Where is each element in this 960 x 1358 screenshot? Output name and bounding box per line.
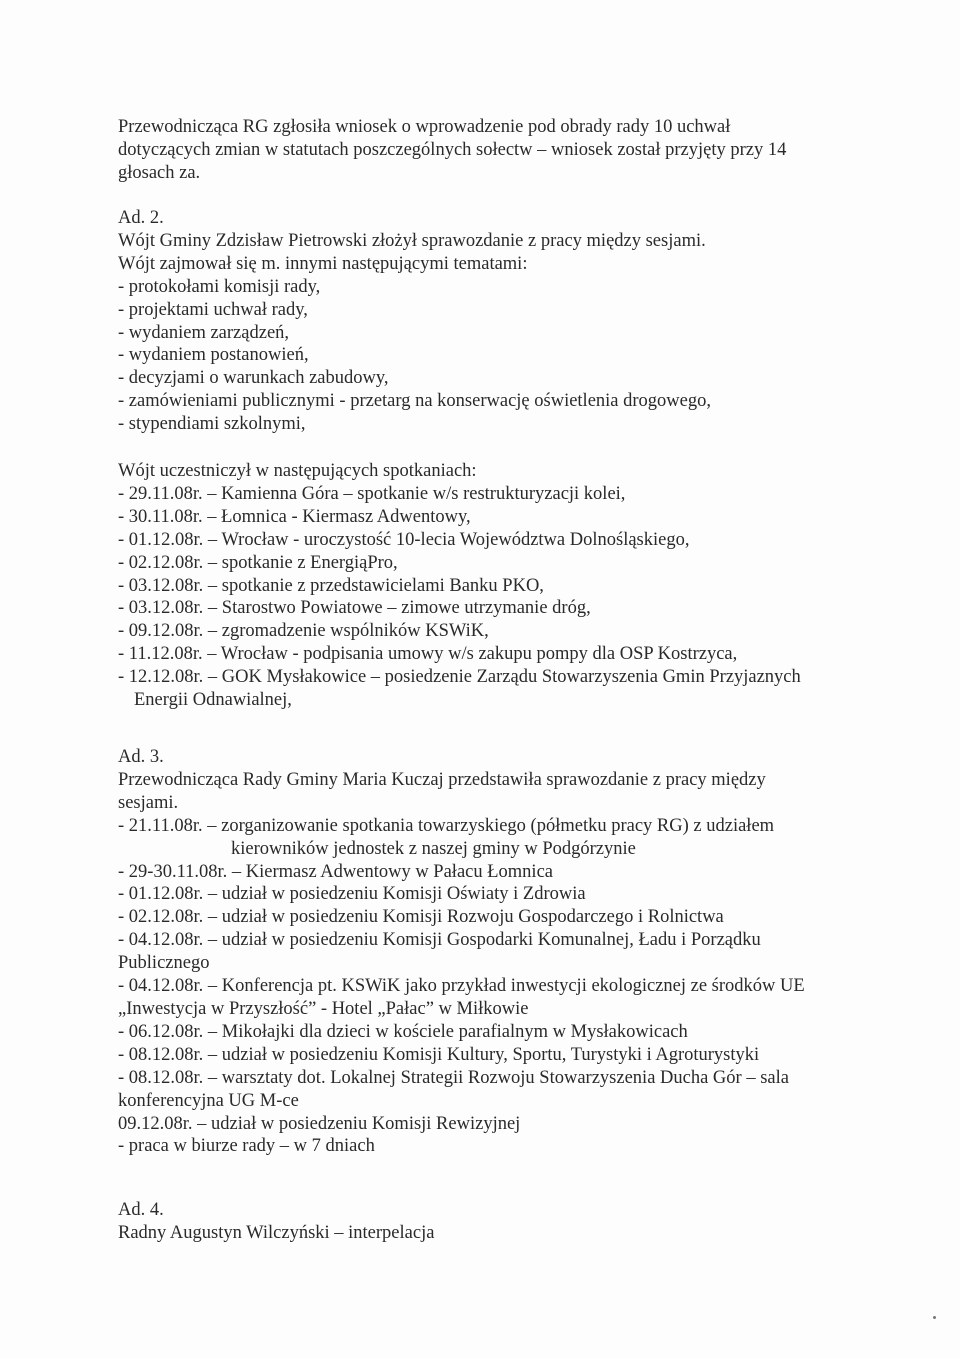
list-item: - 04.12.08r. – Konferencja pt. KSWiK jako przykład inwestycji ekologicznej ze środków UE [118, 976, 805, 997]
section-heading: Ad. 3. [118, 747, 164, 767]
list-item: - praca w biurze rady – w 7 dniach [118, 1136, 375, 1157]
list-item: - 04.12.08r. – udział w posiedzeniu Komisji Gospodarki Komunalnej, Ładu i Porządku [118, 930, 761, 951]
text-line: głosach za. [118, 162, 201, 183]
text-line: Przewodnicząca RG zgłosiła wniosek o wprowadzenie pod obrady rady 10 uchwał [118, 117, 731, 137]
list-item: - protokołami komisji rady, [118, 276, 321, 297]
list-item: - wydaniem postanowień, [118, 345, 309, 366]
list-item: - 29-30.11.08r. – Kiermasz Adwentowy w Pałacu Łomnica [118, 861, 553, 882]
list-item: - decyzjami o warunkach zabudowy, [118, 368, 389, 389]
list-item: - 12.12.08r. – GOK Mysłakowice – posiedzenie Zarządu Stowarzyszenia Gmin Przyjaznych [118, 667, 801, 688]
text-line: sesjami. [118, 792, 179, 813]
list-item: - stypendiami szkolnymi, [118, 414, 306, 435]
list-item: - 03.12.08r. – Starostwo Powiatowe – zimowe utrzymanie dróg, [118, 598, 591, 619]
list-item: - 09.12.08r. – zgromadzenie wspólników KSWiK, [118, 621, 489, 642]
meetings-intro: Wójt uczestniczył w następujących spotkaniach: [118, 461, 477, 481]
section-ad2 [118, 207, 858, 436]
section-ad3 [118, 746, 858, 1158]
text-line: Wójt Gminy Zdzisław Pietrowski złożył sprawozdanie z pracy między sesjami. [118, 230, 706, 251]
text-line: dotyczących zmian w statutach poszczególnych sołectw – wniosek został przyjęty przy 14 [118, 139, 787, 160]
list-item-continuation: „Inwestycja w Przyszłość” - Hotel „Pałac” w Miłkowie [118, 998, 529, 1019]
list-item-continuation: Publicznego [118, 953, 210, 974]
list-item-continuation: konferencyjna UG M-ce [118, 1090, 299, 1111]
list-item: - zamówieniami publicznymi - przetarg na konserwację oświetlenia drogowego, [118, 391, 711, 412]
list-item: - 01.12.08r. – udział w posiedzeniu Komisji Oświaty i Zdrowia [118, 884, 586, 905]
list-item: - 21.11.08r. – zorganizowanie spotkania towarzyskiego (półmetku pracy RG) z udziałem [118, 815, 775, 836]
scan-speck [933, 1316, 936, 1319]
list-item: - 08.12.08r. – udział w posiedzeniu Komisji Kultury, Sportu, Turystyki i Agroturystyki [118, 1044, 760, 1065]
text-line: Radny Augustyn Wilczyński – interpelacja [118, 1222, 435, 1243]
list-item: - 02.12.08r. – spotkanie z EnergiąPro, [118, 552, 398, 573]
list-item: - 02.12.08r. – udział w posiedzeniu Komisji Rozwoju Gospodarczego i Rolnictwa [118, 907, 724, 928]
motion-paragraph [118, 116, 858, 185]
list-item: - wydaniem zarządzeń, [118, 322, 290, 343]
section-heading: Ad. 2. [118, 208, 164, 228]
text-line: Wójt zajmował się m. innymi następującymi tematami: [118, 253, 528, 274]
list-item: - 08.12.08r. – warsztaty dot. Lokalnej Strategii Rozwoju Stowarzyszenia Ducha Gór – sala [118, 1067, 789, 1088]
list-item: - 01.12.08r. – Wrocław - uroczystość 10-lecia Województwa Dolnośląskiego, [118, 529, 690, 550]
list-item: - projektami uchwał rady, [118, 299, 308, 320]
list-item: 09.12.08r. – udział w posiedzeniu Komisji Rewizyjnej [118, 1113, 521, 1134]
list-item: - 11.12.08r. – Wrocław - podpisania umowy w/s zakupu pompy dla OSP Kostrzyca, [118, 644, 738, 665]
section-ad4 [118, 1199, 858, 1245]
list-item-continuation: kierowników jednostek z naszej gminy w Podgórzynie [231, 838, 636, 859]
list-item: - 29.11.08r. – Kamienna Góra – spotkanie w/s restrukturyzacji kolei, [118, 483, 626, 504]
text-line: Przewodnicząca Rady Gminy Maria Kuczaj przedstawiła sprawozdanie z pracy między [118, 769, 766, 790]
list-item: - 30.11.08r. – Łomnica - Kiermasz Adwentowy, [118, 506, 471, 527]
list-item-continuation: Energii Odnawialnej, [134, 690, 292, 711]
section-heading: Ad. 4. [118, 1200, 164, 1220]
list-item: - 06.12.08r. – Mikołajki dla dzieci w kościele parafialnym w Mysłakowicach [118, 1021, 688, 1042]
list-item: - 03.12.08r. – spotkanie z przedstawicielami Banku PKO, [118, 575, 544, 596]
meetings-list [118, 460, 858, 712]
